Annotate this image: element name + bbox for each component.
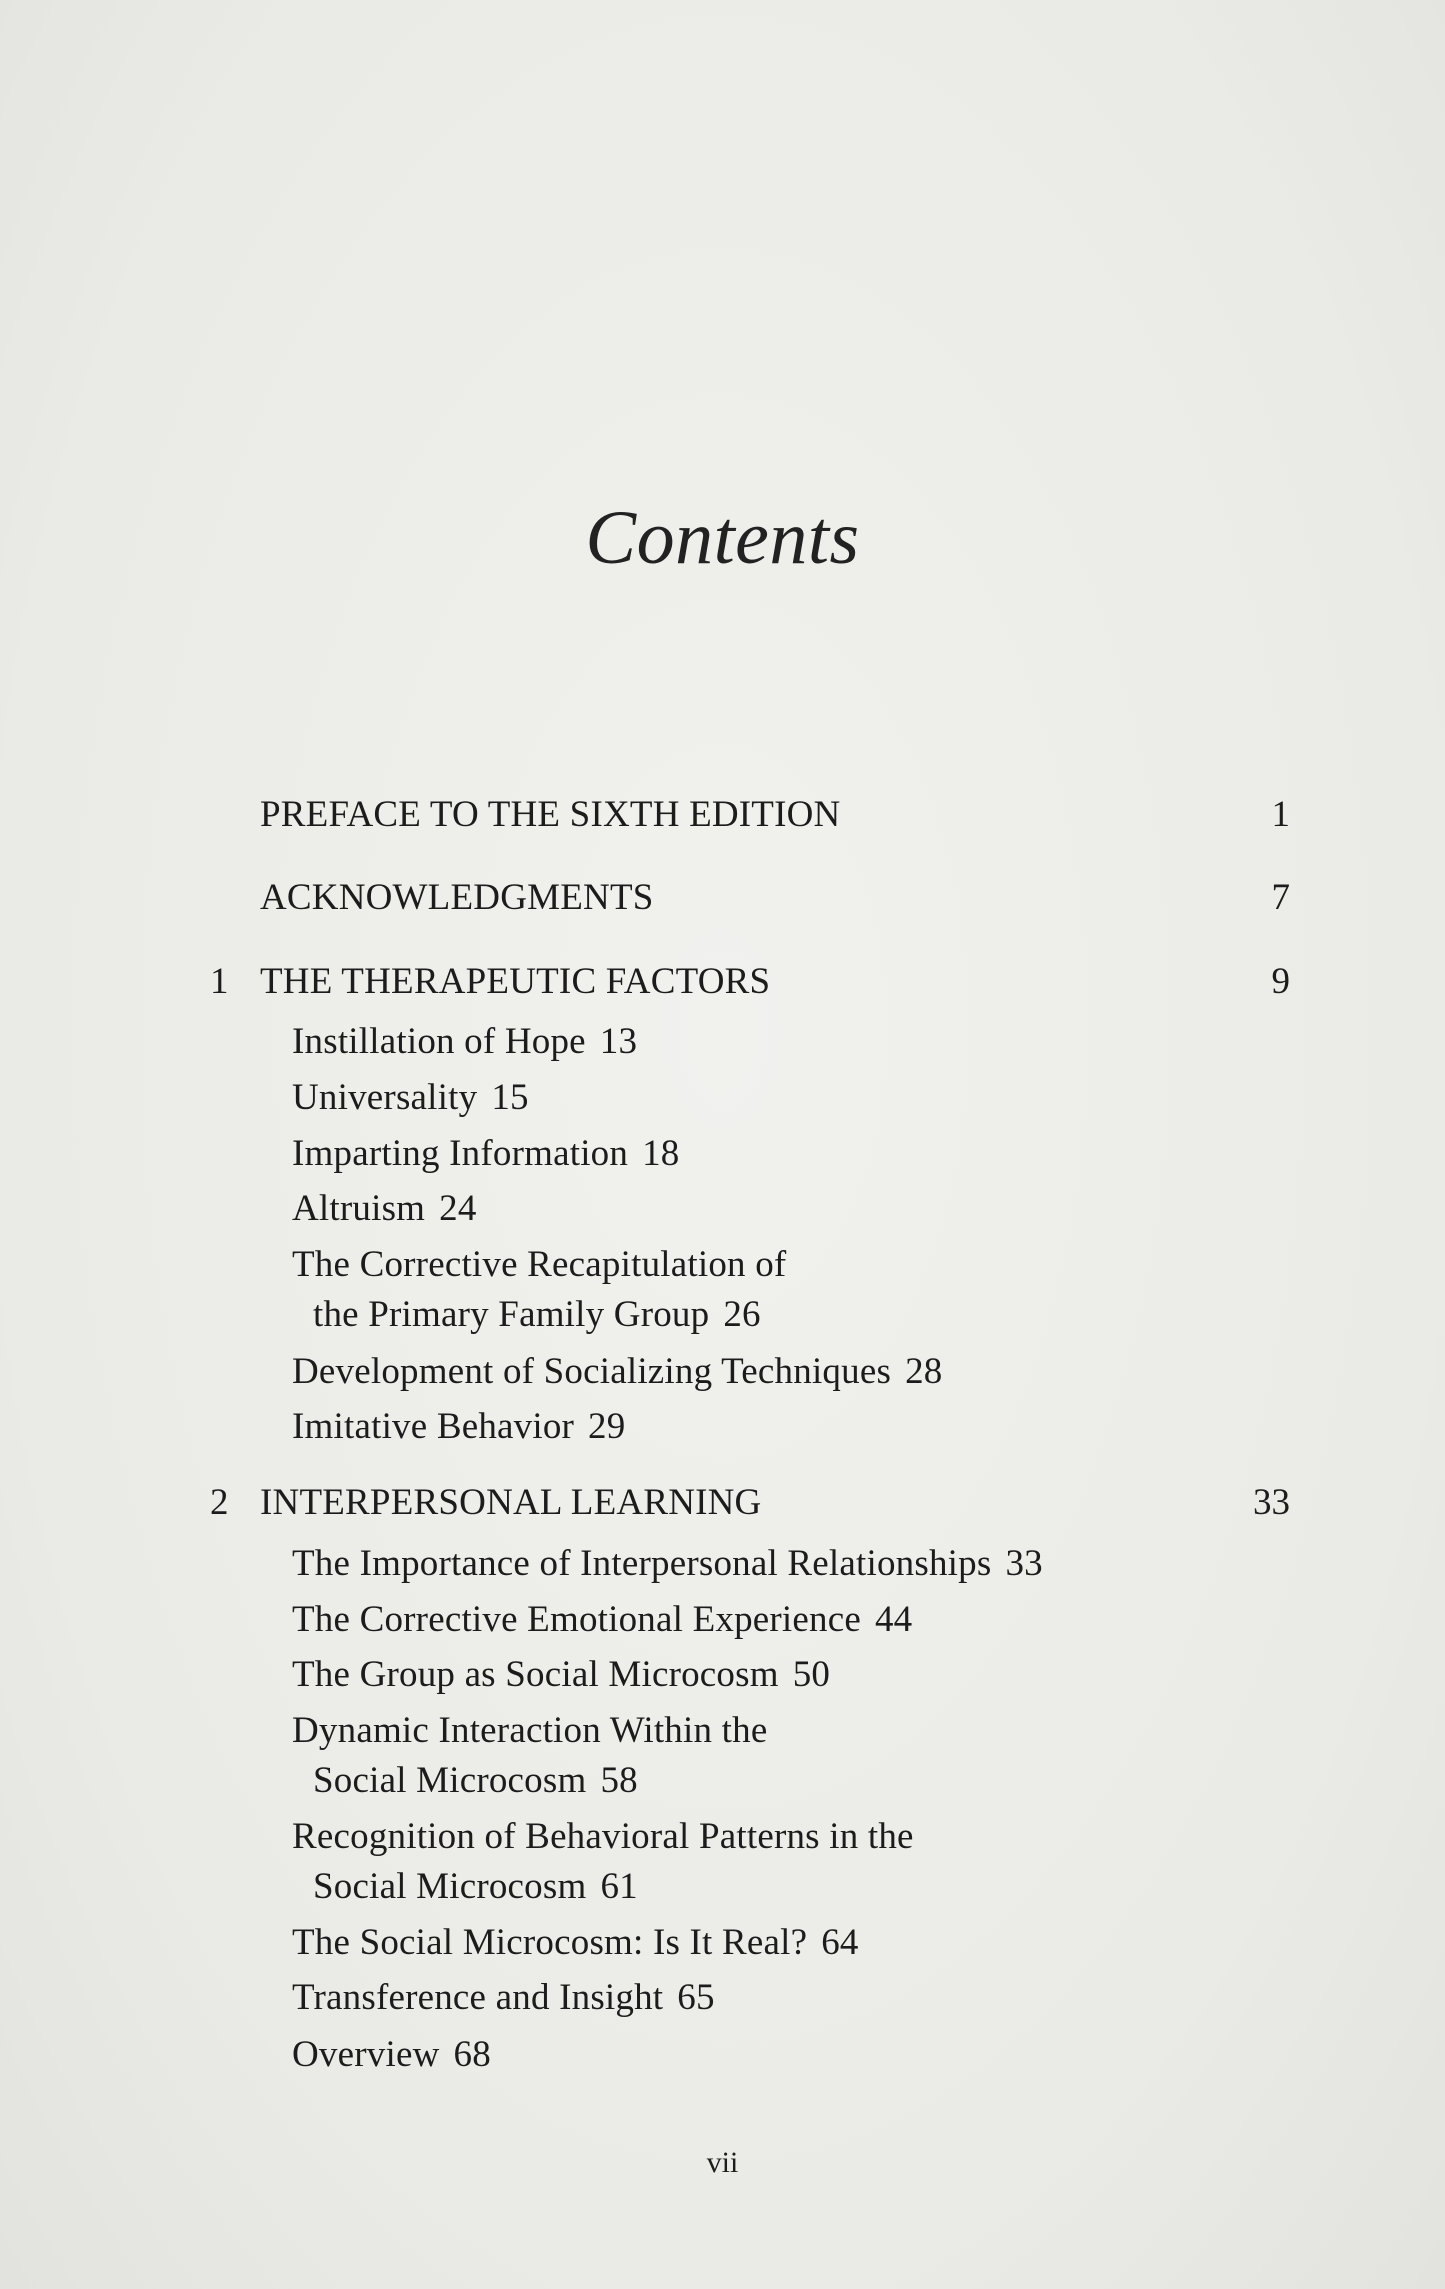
- section-page: 13: [599, 1021, 638, 1062]
- toc-section: [292, 1129, 680, 1179]
- toc-section-continued: [313, 1862, 638, 1912]
- section-page: 65: [677, 1977, 715, 2018]
- section-page: 50: [792, 1654, 831, 1695]
- front-matter-page: 1: [1271, 794, 1290, 835]
- toc-section: [292, 1973, 715, 2023]
- section-title: the Primary Family Group: [313, 1294, 710, 1335]
- section-page: 28: [905, 1351, 943, 1392]
- section-page: 24: [439, 1188, 477, 1229]
- section-title: Social Microcosm: [313, 1866, 587, 1907]
- section-page: 26: [723, 1294, 761, 1335]
- front-matter-label: ACKNOWLEDGMENTS: [260, 877, 654, 918]
- section-title: Imparting Information: [292, 1133, 629, 1174]
- front-matter-label: PREFACE TO THE SIXTH EDITION: [260, 794, 841, 835]
- section-page: 18: [642, 1133, 680, 1174]
- section-title: The Importance of Interpersonal Relationships: [292, 1543, 992, 1584]
- chapter-title: INTERPERSONAL LEARNING: [260, 1482, 762, 1523]
- toc-section: [292, 1812, 914, 1862]
- chapter-page: 33: [1253, 1482, 1290, 1523]
- toc-section: [292, 1595, 912, 1645]
- toc-section: [292, 1240, 786, 1290]
- section-title: Overview: [292, 2034, 440, 2075]
- section-title: Development of Socializing Techniques: [292, 1351, 892, 1392]
- section-title: Instillation of Hope: [292, 1021, 586, 1062]
- section-title: Altruism: [292, 1188, 426, 1229]
- section-title: Recognition of Behavioral Patterns in the: [292, 1816, 914, 1857]
- section-title: Imitative Behavior: [292, 1406, 575, 1447]
- toc-section: [292, 1918, 859, 1968]
- toc-chapter-2: [0, 1478, 1445, 1528]
- chapter-page: 9: [1271, 961, 1290, 1002]
- section-title: The Group as Social Microcosm: [292, 1654, 779, 1695]
- contents-title: Contents: [585, 496, 860, 580]
- toc-section: [292, 1402, 625, 1452]
- section-title: Social Microcosm: [313, 1760, 587, 1801]
- toc-section: [292, 1539, 1043, 1589]
- section-page: 58: [600, 1760, 638, 1801]
- section-title: Universality: [292, 1077, 478, 1118]
- section-page: 44: [874, 1599, 913, 1640]
- chapter-number: 1: [210, 961, 229, 1002]
- toc-section-continued: [313, 1756, 638, 1806]
- toc-section: [292, 1017, 637, 1067]
- section-title: The Social Microcosm: Is It Real?: [292, 1922, 808, 1963]
- toc-front-matter-preface: [0, 790, 1445, 840]
- section-page: 64: [821, 1922, 859, 1963]
- section-title: The Corrective Recapitulation of: [292, 1244, 787, 1285]
- section-title: Dynamic Interaction Within the: [292, 1710, 768, 1751]
- front-matter-page: 7: [1271, 877, 1290, 918]
- toc-section: [292, 1184, 477, 1234]
- section-page: 33: [1005, 1543, 1043, 1584]
- section-page: 68: [453, 2034, 491, 2075]
- chapter-number: 2: [210, 1482, 229, 1523]
- toc-section: [292, 1073, 529, 1123]
- toc-chapter-1: [0, 957, 1445, 1007]
- section-page: 15: [491, 1077, 529, 1118]
- section-page: 29: [588, 1406, 626, 1447]
- toc-section: [292, 1347, 942, 1397]
- folio-page-number: vii: [706, 2146, 739, 2179]
- section-page: 61: [600, 1866, 638, 1907]
- toc-section: [292, 1650, 830, 1700]
- chapter-title: THE THERAPEUTIC FACTORS: [260, 961, 771, 1002]
- toc-section-continued: [313, 1290, 761, 1340]
- section-title: Transference and Insight: [292, 1977, 664, 2018]
- toc-section: [292, 1706, 767, 1756]
- toc-front-matter-acknowledgments: [0, 873, 1445, 923]
- toc-section: [292, 2030, 491, 2080]
- section-title: The Corrective Emotional Experience: [292, 1599, 861, 1640]
